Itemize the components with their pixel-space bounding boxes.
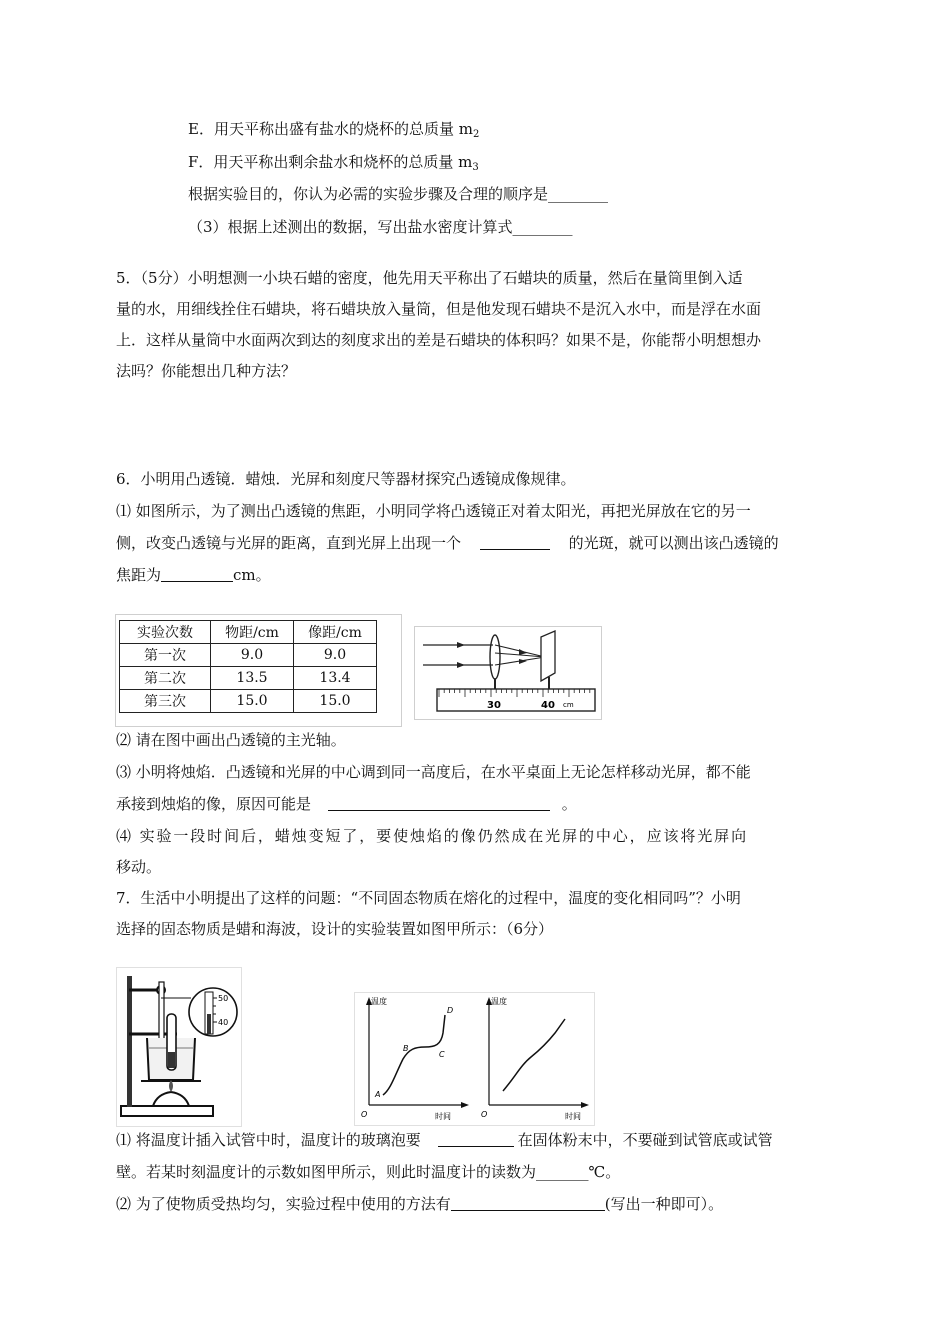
- graph2-xlabel: 时间: [565, 1112, 581, 1121]
- ray-arrow: [457, 662, 465, 668]
- ruler-unit: cm: [563, 701, 574, 709]
- table-row: [120, 667, 377, 690]
- thermometer: [159, 982, 164, 1044]
- q6-part4-line1: ⑷ 实验一段时间后，蜡烛变短了，要使烛焰的像仍然成在光屏的中心，应该将光屏向: [116, 827, 748, 845]
- stand-rod: [127, 976, 132, 1107]
- point-b: B: [403, 1044, 409, 1053]
- q6-part4-line2: 移动。: [116, 858, 162, 876]
- answer-blank-immerse[interactable]: [438, 1132, 514, 1147]
- q6-part1-line3: 焦距为 cm。: [116, 566, 271, 584]
- mercury-column: [207, 1014, 211, 1034]
- alcohol-lamp: [153, 1092, 189, 1106]
- lens-diagram: [415, 627, 601, 719]
- table-cell: 13.5: [211, 667, 294, 690]
- heating-apparatus: [117, 968, 241, 1126]
- lens-diagram-frame: [414, 626, 602, 720]
- q7-line-1: 7．生活中小明提出了这样的问题：“不同固态物质在熔化的过程中，温度的变化相同吗”？小明: [116, 889, 741, 907]
- table-cell: 15.0: [211, 690, 294, 713]
- table-cell: 第三次: [120, 690, 211, 713]
- q5-line-1: 5．（5分）小明想测一小块石蜡的密度，他先用天平称出了石蜡块的质量，然后在量筒里倒入适: [116, 269, 743, 287]
- solid-powder: [168, 1052, 175, 1068]
- table-cell: 9.0: [294, 644, 377, 667]
- table-cell: 第一次: [120, 644, 211, 667]
- graph2-origin: O: [481, 1110, 488, 1119]
- table-header: 实验次数: [120, 621, 211, 644]
- experiment-table-frame: [115, 614, 402, 727]
- table-header: 像距/cm: [294, 621, 377, 644]
- table-cell: 9.0: [211, 644, 294, 667]
- table-header-row: [120, 621, 377, 644]
- q7-part2: ⑵ 为了使物质受热均匀，实验过程中使用的方法有 (写出一种即可）。: [116, 1195, 724, 1213]
- q6-part2: ⑵ 请在图中画出凸透镜的主光轴。: [116, 731, 346, 749]
- q7-part1-line2: 壁。若某时刻温度计的示数如图甲所示，则此时温度计的读数为_______℃。: [116, 1163, 621, 1181]
- table-cell: 15.0: [294, 690, 377, 713]
- table-header: 物距/cm: [211, 621, 294, 644]
- answer-blank-spot[interactable]: [480, 535, 550, 550]
- apparatus-figure: [116, 967, 242, 1127]
- graph1-x-arrow: [461, 1102, 469, 1108]
- light-screen: [541, 631, 555, 681]
- table-row: [120, 644, 377, 667]
- graph2-ylabel: 温度: [491, 997, 507, 1006]
- q5-line-3: 上．这样从量筒中水面两次到达的刻度求出的差是石蜡块的体积吗？如果不是，你能帮小明想想办: [116, 331, 762, 349]
- q5-line-2: 量的水，用细线拴住石蜡块，将石蜡块放入量筒，但是他发现石蜡块不是沉入水中，而是浮在水面: [116, 300, 762, 318]
- q6-part1-line2: 侧，改变凸透镜与光屏的距离，直到光屏上出现一个 的光斑，就可以测出该凸透镜的: [116, 534, 779, 552]
- graph1-origin: O: [361, 1110, 368, 1119]
- q7-part1-line1: ⑴ 将温度计插入试管中时，温度计的玻璃泡要 在固体粉末中，不要碰到试管底或试管: [116, 1131, 773, 1149]
- graph2-x-arrow: [581, 1102, 589, 1108]
- q6-title: 6．小明用凸透镜．蜡烛．光屏和刻度尺等器材探究凸透镜成像规律。: [116, 470, 576, 488]
- table-cell: 13.4: [294, 667, 377, 690]
- graph2-curve: [503, 1019, 565, 1091]
- convex-lens: [490, 635, 500, 679]
- graph1-xlabel: 时间: [435, 1112, 451, 1121]
- point-d: D: [447, 1006, 454, 1015]
- graph1-curve: [383, 1015, 445, 1095]
- table-cell: 第二次: [120, 667, 211, 690]
- q6-part1-line1: ⑴ 如图所示，为了测出凸透镜的焦距，小明同学将凸透镜正对着太阳光，再把光屏放在它的另一: [116, 502, 751, 520]
- answer-blank-reason[interactable]: [328, 796, 550, 811]
- formula-prompt: （3）根据上述测出的数据，写出盐水密度计算式________: [188, 218, 573, 236]
- answer-blank-focal[interactable]: [161, 567, 233, 582]
- order-prompt: 根据实验目的，你认为必需的实验步骤及合理的顺序是________: [188, 185, 609, 203]
- ruler-mark-40: 40: [541, 700, 555, 711]
- point-a: A: [375, 1090, 381, 1099]
- step-e: E．用天平称出盛有盐水的烧杯的总质量 $m_2$: [188, 120, 480, 140]
- thermo-label-upper: 50: [218, 994, 229, 1003]
- table-row: [120, 690, 377, 713]
- stand-base: [121, 1106, 213, 1116]
- ruler-mark-30: 30: [487, 700, 501, 711]
- experiment-table: [119, 620, 377, 713]
- ray-arrow: [457, 642, 465, 648]
- answer-blank-method[interactable]: [451, 1196, 605, 1211]
- q7-line-2: 选择的固态物质是蜡和海波，设计的实验装置如图甲所示：（6分）: [116, 920, 554, 938]
- graph1-ylabel: 温度: [371, 997, 387, 1006]
- point-c: C: [439, 1050, 445, 1059]
- melting-graphs: [355, 993, 594, 1125]
- q5-line-4: 法吗？你能想出几种方法？: [116, 362, 297, 380]
- melting-graphs-frame: [354, 992, 595, 1126]
- q6-part3-line2: 承接到烛焰的像，原因可能是 。: [116, 795, 577, 813]
- thermo-label-lower: 40: [218, 1018, 229, 1027]
- q6-part3-line1: ⑶ 小明将烛焰．凸透镜和光屏的中心调到同一高度后，在水平桌面上无论怎样移动光屏，都不能: [116, 763, 751, 781]
- step-f: F．用天平称出剩余盐水和烧杯的总质量 $m_3$: [188, 153, 479, 173]
